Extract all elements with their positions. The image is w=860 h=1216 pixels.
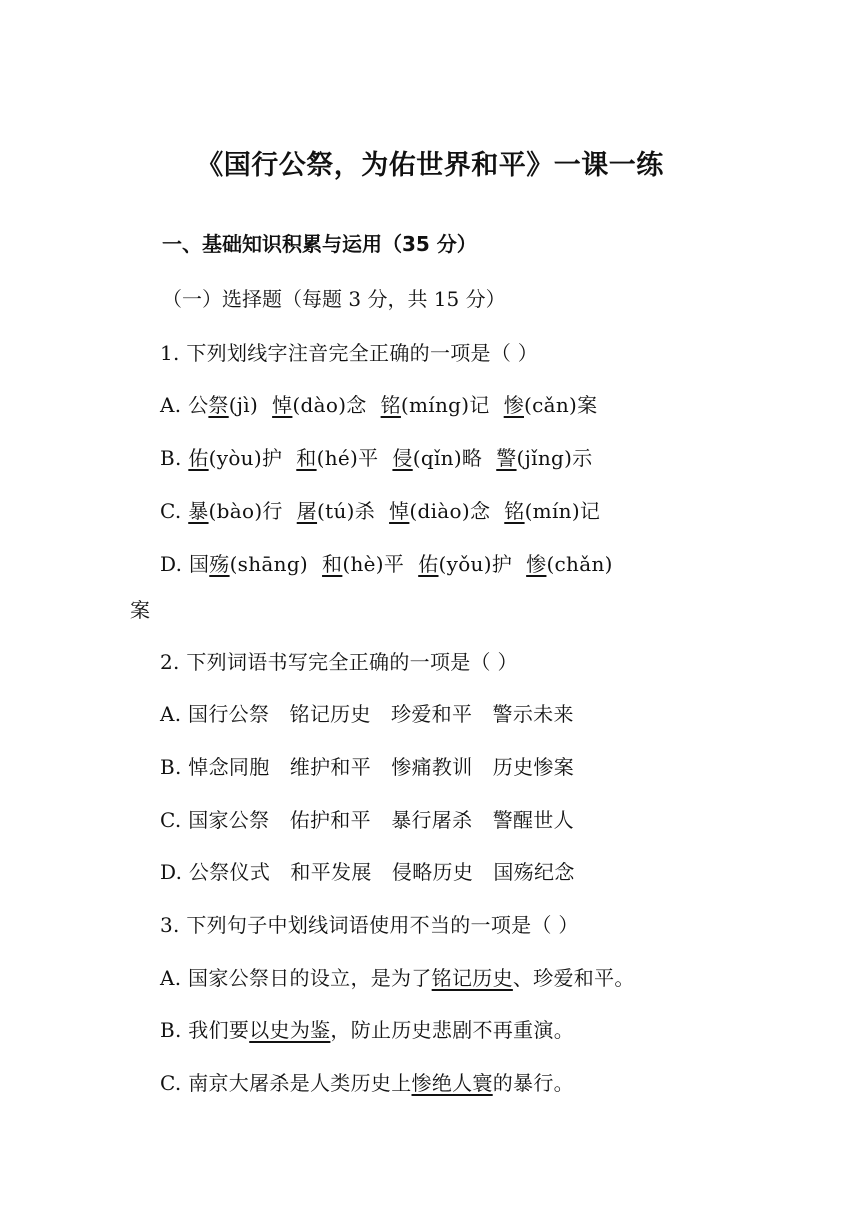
- q1-option-d-wrap: 案: [130, 598, 150, 622]
- q2-option-c: C. 国家公祭 佑护和平 暴行屠杀 警醒世人: [160, 808, 574, 832]
- q1-option-a: A. 公祭(jì) 悼(dào)念 铭(míng)记 惨(cǎn)案: [160, 393, 598, 417]
- q1-option-b: B. 佑(yòu)护 和(hé)平 侵(qǐn)略 警(jǐng)示: [160, 446, 593, 470]
- q2-option-b: B. 悼念同胞 维护和平 惨痛教训 历史惨案: [160, 755, 575, 779]
- q2-option-d: D. 公祭仪式 和平发展 侵略历史 国殇纪念: [160, 860, 575, 884]
- section-heading: 一、基础知识积累与运用（35 分）: [162, 232, 477, 256]
- q2-option-a: A. 国行公祭 铭记历史 珍爱和平 警示未来: [160, 702, 574, 726]
- q3-option-c: C. 南京大屠杀是人类历史上惨绝人寰的暴行。: [160, 1071, 574, 1095]
- q1-option-c: C. 暴(bào)行 屠(tú)杀 悼(diào)念 铭(mín)记: [160, 499, 601, 523]
- q1-option-d: D. 国殇(shāng) 和(hè)平 佑(yǒu)护 惨(chǎn): [160, 552, 613, 576]
- q3-stem: 3. 下列句子中划线词语使用不当的一项是（ ）: [160, 913, 579, 937]
- q3-option-a: A. 国家公祭日的设立，是为了铭记历史、珍爱和平。: [160, 966, 635, 990]
- page-title: 《国行公祭，为佑世界和平》一课一练: [196, 150, 664, 181]
- subsection-heading: （一）选择题（每题 3 分，共 15 分）: [162, 287, 506, 311]
- q2-stem: 2. 下列词语书写完全正确的一项是（ ）: [160, 650, 518, 674]
- q1-stem: 1. 下列划线字注音完全正确的一项是（ ）: [160, 341, 539, 365]
- q3-option-b: B. 我们要以史为鉴，防止历史悲剧不再重演。: [160, 1018, 575, 1042]
